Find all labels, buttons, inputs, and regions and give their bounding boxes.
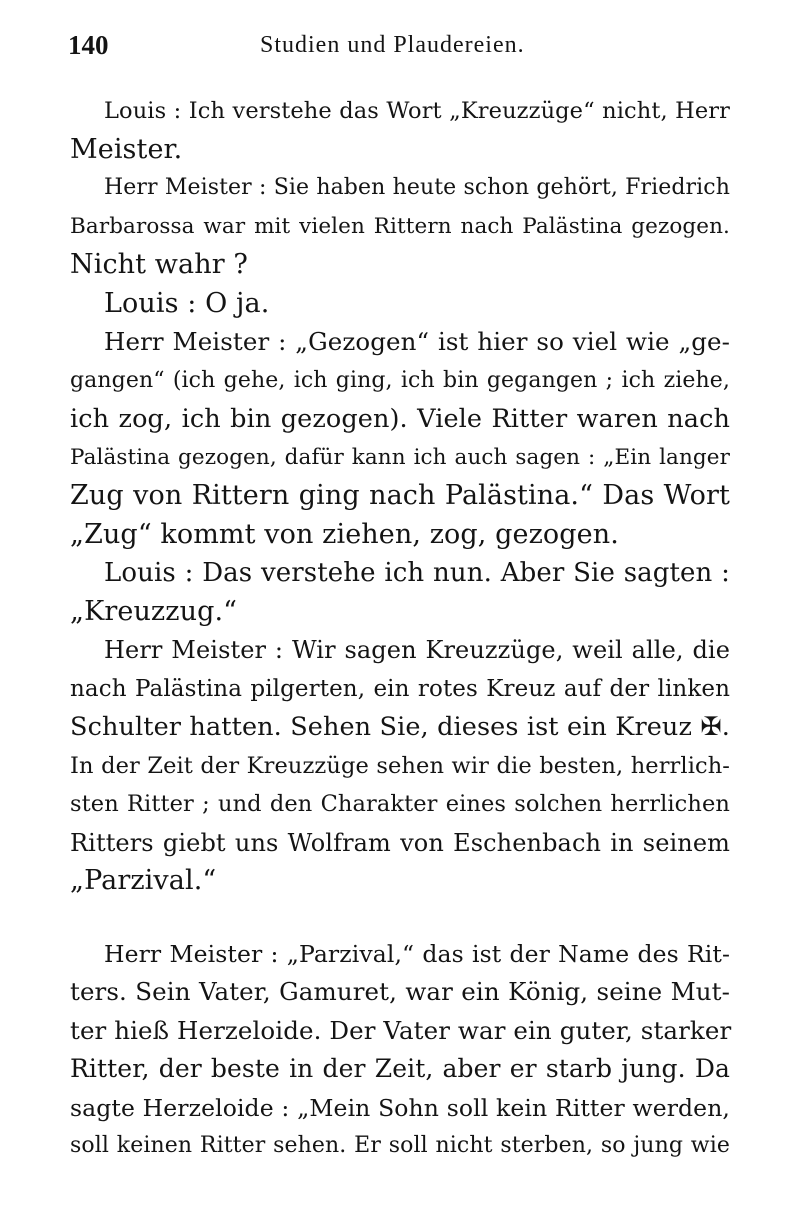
text-line: Zug von Rittern ging nach Palästina.“ Das Wort [70,480,730,511]
text-line: In der Zeit der Kreuzzüge sehen wir die besten, herrlich- [70,752,730,779]
text-line: ich zog, ich bin gezogen). Viele Ritter waren nach [70,404,730,434]
text-line: Barbarossa war mit vielen Rittern nach Palästina gezogen. [70,213,730,239]
paragraph-gap [70,901,730,935]
text-line: Herr Meister : Wir sagen Kreuzzüge, weil alle, die [104,636,730,664]
text-line: „Parzival.“ [70,865,217,896]
text-line: gangen“ (ich gehe, ich ging, ich bin gegangen ; ich ziehe, [70,367,730,393]
text-line: sagte Herzeloide : „Mein Sohn soll kein Ritter werden, [70,1093,730,1122]
text-line: Louis : O ja. [104,287,270,319]
text-line: Louis : Das verstehe ich nun. Aber Sie sagten : [104,558,730,588]
text-line: Herr Meister : „Gezogen“ ist hier so viel wie „ge- [104,327,730,356]
page-number: 140 [68,30,109,60]
text-line: Schulter hatten. Sehen Sie, dieses ist ein Kreuz ✠. [70,712,730,742]
text-line: sten Ritter ; und den Charakter eines solchen herrlichen [70,791,730,817]
body-text [70,92,730,1166]
text-line: Nicht wahr ? [70,249,248,280]
text-line: Louis : Ich verstehe das Wort „Kreuzzüge“ nicht, Herr [104,98,730,124]
text-line: „Zug“ kommt von ziehen, zog, gezogen. [70,518,619,550]
text-line: Meister. [70,133,183,165]
text-line: Ritter, der beste in der Zeit, aber er starb jung. Da [70,1054,730,1083]
text-line: ter hieß Herzeloide. Der Vater war ein guter, starker [70,1015,732,1045]
text-line: Herr Meister : Sie haben heute schon gehört, Friedrich [104,175,730,200]
text-line: Palästina gezogen, dafür kann ich auch sagen : „Ein langer [70,444,730,470]
text-line: „Kreuzzug.“ [70,595,238,627]
text-line: Herr Meister : „Parzival,“ das ist der Name des Rit- [104,939,730,968]
running-title: Studien und Plaudereien. [260,32,525,58]
text-line: ters. Sein Vater, Gamuret, war ein König, seine Mut- [70,977,730,1006]
text-line: nach Palästina pilgerten, ein rotes Kreuz auf der linken [70,675,730,702]
page-header [68,28,728,68]
text-line: soll keinen Ritter sehen. Er soll nicht sterben, so jung wie [70,1133,730,1158]
text-line: Ritters giebt uns Wolfram von Eschenbach in seinem [70,828,730,857]
